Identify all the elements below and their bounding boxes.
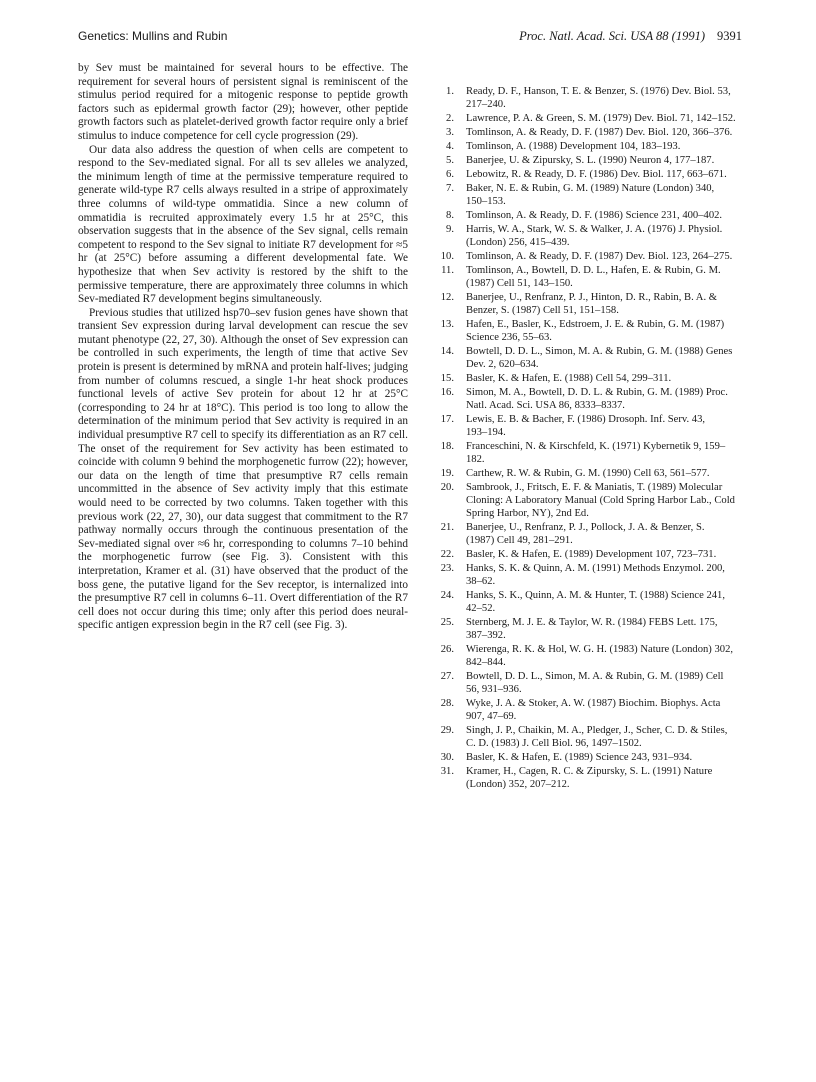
reference-item: [428, 345, 746, 371]
reference-number: 12.: [440, 292, 454, 303]
body-paragraph: Our data also address the question of when cells are competent to respond to the Sev-mediated signal. For all ts sev alleles we analyzed, the minimum length of time at the permissive temperature required to generate wild-type R7 cells always resulted in a stripe of approximately three columns of wild-type ommatidia. Since a new column of ommatidia is recruited approximately every 1.5 hr at 25°C, this observation suggests that in the absence of the Sev signal, cells remain competent to respond to the Sev signal to initiate R7 development for ≈5 hr (at 25°C) before assuming a different developmental fate. We hypothesize that when Sev activity is restored by the shift to the permissive temperature, there are approximately three columns in which Sev-mediated R7 development begins simultaneously.: [78, 143, 408, 306]
body-paragraph: by Sev must be maintained for several hours to be effective. The requirement for several hours of persistent signal is reminiscent of the stimulus period required for a mitogenic response to peptide growth factors such as epidermal growth factor (29); however, other peptide growth factors such as platelet-derived growth factor require only a brief stimulus to induce competence for cell cycle progression (29).: [78, 62, 408, 142]
reference-item: [428, 562, 746, 588]
reference-number: 8.: [446, 210, 454, 221]
reference-item: [428, 467, 746, 480]
section-title: Genetics: Mullins and Rubin: [78, 29, 228, 43]
reference-text: Basler, K. & Hafen, E. (1988) Cell 54, 299–311.: [466, 373, 672, 384]
reference-text: Ready, D. F., Hanson, T. E. & Benzer, S. (1976) Dev. Biol. 53,: [466, 86, 731, 97]
reference-continuation: (London) 256, 415–439.: [466, 237, 570, 248]
reference-text: Carthew, R. W. & Rubin, G. M. (1990) Cell 63, 561–577.: [466, 468, 710, 479]
reference-text: Banerjee, U., Renfranz, P. J., Hinton, D. R., Rabin, B. A. &: [466, 292, 717, 303]
reference-continuation: (London) 352, 207–212.: [466, 779, 570, 790]
reference-continuation: 38–62.: [466, 576, 496, 587]
reference-number: 2.: [446, 113, 454, 124]
reference-item: [428, 724, 746, 750]
reference-number: 20.: [440, 482, 454, 493]
reference-continuation: 217–240.: [466, 99, 506, 110]
reference-item: [428, 140, 746, 153]
reference-continuation: 907, 47–69.: [466, 711, 517, 722]
journal-citation: [519, 29, 742, 44]
reference-continuation: 842–844.: [466, 657, 506, 668]
reference-number: 14.: [440, 346, 454, 357]
reference-text: Lebowitz, R. & Ready, D. F. (1986) Dev. Biol. 117, 663–671.: [466, 169, 727, 180]
reference-text: Tomlinson, A. & Ready, D. F. (1987) Dev. Biol. 123, 264–275.: [466, 251, 733, 262]
reference-number: 23.: [440, 563, 454, 574]
reference-item: [428, 209, 746, 222]
reference-text: Sambrook, J., Fritsch, E. F. & Maniatis, T. (1989) Molecular: [466, 482, 723, 493]
reference-number: 22.: [440, 549, 454, 560]
reference-number: 13.: [440, 319, 454, 330]
reference-item: [428, 548, 746, 561]
reference-continuation: C. D. (1983) J. Cell Biol. 96, 1497–1502.: [466, 738, 642, 749]
reference-text: Wierenga, R. K. & Hol, W. G. H. (1983) Nature (London) 302,: [466, 644, 734, 655]
reference-text: Banerjee, U., Renfranz, P. J., Pollock, J. A. & Benzer, S.: [466, 522, 705, 533]
reference-continuation: Natl. Acad. Sci. USA 86, 8333–8337.: [466, 400, 625, 411]
reference-text: Wyke, J. A. & Stoker, A. W. (1987) Biochim. Biophys. Acta: [466, 698, 721, 709]
body-paragraph: Previous studies that utilized hsp70–sev fusion genes have shown that transient Sev expression during larval development can rescue the sev mutant phenotype (22, 27, 30). Although the onset of Sev expression can be controlled in such experiments, the length of time that active Sev protein is present is determined by mRNA and protein half-lives; judging from number of columns rescued, a single 1-hr heat shock produces functional levels of active Sev protein for about 12 hr at 25°C (corresponding to 24 hr at 18°C). This period is too long to allow the determination of the minimum period that Sev activity is required in an individual presumptive R7 cell to specify its differentiation as an R7 cell. The onset of the requirement for Sev activity has been estimated to coincide with column 9 behind the morphogenetic furrow (22); however, our data on the length of time that presumptive R7 cells remain uncommitted in the absence of Sev activity imply that this estimate would need to be corrected by two columns. Taken together with this previous work (22, 27, 30), our data suggest that commitment to the R7 pathway normally occurs through the continuous presentation of the Sev-mediated signal over ≈6 hr, corresponding to columns 7–10 behind the morphogenetic furrow (see Fig. 3). Consistent with this interpretation, Kramer et al. (31) have observed that the product of the boss gene, the putative ligand for the Sev receptor, is internalized into the presumptive R7 cell in columns 6–11. Overt differentiation of the R7 cell does not occur during this time; only after this period does neural-specific antigen expression begin in the R7 cell (see Fig. 3).: [78, 306, 408, 632]
reference-continuation: (1987) Cell 49, 281–291.: [466, 535, 573, 546]
reference-number: 21.: [440, 522, 454, 533]
reference-text: Hanks, S. K., Quinn, A. M. & Hunter, T. (1988) Science 241,: [466, 590, 725, 601]
reference-list: [428, 85, 746, 791]
reference-continuation: 42–52.: [466, 603, 496, 614]
reference-text: Lewis, E. B. & Bacher, F. (1986) Drosoph. Inf. Serv. 43,: [466, 414, 706, 425]
reference-number: 6.: [446, 169, 454, 180]
reference-text: Basler, K. & Hafen, E. (1989) Science 243, 931–934.: [466, 752, 693, 763]
reference-number: 19.: [440, 468, 454, 479]
reference-item: [428, 318, 746, 344]
reference-item: [428, 481, 746, 520]
reference-number: 17.: [440, 414, 454, 425]
reference-text: Sternberg, M. J. E. & Taylor, W. R. (1984) FEBS Lett. 175,: [466, 617, 718, 628]
reference-item: [428, 372, 746, 385]
reference-text: Bowtell, D. D. L., Simon, M. A. & Rubin, G. M. (1989) Cell: [466, 671, 724, 682]
reference-number: 25.: [440, 617, 454, 628]
reference-number: 31.: [440, 766, 454, 777]
reference-continuation: Dev. 2, 620–634.: [466, 359, 539, 370]
reference-text: Baker, N. E. & Rubin, G. M. (1989) Nature (London) 340,: [466, 183, 715, 194]
reference-item: [428, 386, 746, 412]
reference-item: [428, 85, 746, 111]
reference-text: Banerjee, U. & Zipursky, S. L. (1990) Neuron 4, 177–187.: [466, 155, 715, 166]
reference-item: [428, 250, 746, 263]
reference-number: 10.: [440, 251, 454, 262]
reference-number: 27.: [440, 671, 454, 682]
reference-number: 3.: [446, 127, 454, 138]
page-number: 9391: [717, 29, 742, 43]
reference-item: [428, 413, 746, 439]
reference-number: 26.: [440, 644, 454, 655]
reference-item: [428, 440, 746, 466]
reference-item: [428, 589, 746, 615]
reference-item: [428, 616, 746, 642]
reference-number: 16.: [440, 387, 454, 398]
reference-text: Tomlinson, A., Bowtell, D. D. L., Hafen, E. & Rubin, G. M.: [466, 265, 721, 276]
reference-item: [428, 765, 746, 791]
reference-continuation: 150–153.: [466, 196, 506, 207]
reference-continuation: (1987) Cell 51, 143–150.: [466, 278, 573, 289]
journal-name: Proc. Natl. Acad. Sci. USA 88 (1991): [519, 29, 705, 43]
reference-item: [428, 154, 746, 167]
reference-number: 24.: [440, 590, 454, 601]
reference-item: [428, 751, 746, 764]
reference-continuation: 56, 931–936.: [466, 684, 522, 695]
reference-continuation: 387–392.: [466, 630, 506, 641]
references-column: [428, 85, 746, 792]
reference-item: [428, 521, 746, 547]
reference-text: Basler, K. & Hafen, E. (1989) Development 107, 723–731.: [466, 549, 717, 560]
reference-number: 15.: [440, 373, 454, 384]
reference-text: Franceschini, N. & Kirschfeld, K. (1971) Kybernetik 9, 159–: [466, 441, 726, 452]
reference-text: Tomlinson, A. (1988) Development 104, 183–193.: [466, 141, 681, 152]
reference-number: 4.: [446, 141, 454, 152]
reference-continuation: Science 236, 55–63.: [466, 332, 552, 343]
reference-number: 30.: [440, 752, 454, 763]
reference-text: Singh, J. P., Chaikin, M. A., Pledger, J., Scher, C. D. & Stiles,: [466, 725, 728, 736]
reference-text: Hanks, S. K. & Quinn, A. M. (1991) Methods Enzymol. 200,: [466, 563, 725, 574]
reference-item: [428, 670, 746, 696]
reference-number: 29.: [440, 725, 454, 736]
reference-item: [428, 264, 746, 290]
reference-item: [428, 112, 746, 125]
reference-text: Bowtell, D. D. L., Simon, M. A. & Rubin, G. M. (1988) Genes: [466, 346, 733, 357]
reference-number: 5.: [446, 155, 454, 166]
reference-text: Tomlinson, A. & Ready, D. F. (1987) Dev. Biol. 120, 366–376.: [466, 127, 733, 138]
reference-number: 9.: [446, 224, 454, 235]
body-text-column: [78, 62, 408, 633]
reference-text: Lawrence, P. A. & Green, S. M. (1979) Dev. Biol. 71, 142–152.: [466, 113, 736, 124]
reference-item: [428, 643, 746, 669]
reference-item: [428, 126, 746, 139]
reference-continuation: Cloning: A Laboratory Manual (Cold Spring Harbor Lab., Cold Spring Harbor, NY), 2nd Ed.: [466, 495, 735, 519]
reference-text: Tomlinson, A. & Ready, D. F. (1986) Science 231, 400–402.: [466, 210, 723, 221]
reference-text: Simon, M. A., Bowtell, D. D. L. & Rubin, G. M. (1989) Proc.: [466, 387, 728, 398]
reference-item: [428, 223, 746, 249]
reference-number: 7.: [446, 183, 454, 194]
reference-item: [428, 168, 746, 181]
reference-continuation: 193–194.: [466, 427, 506, 438]
reference-text: Hafen, E., Basler, K., Edstroem, J. E. & Rubin, G. M. (1987): [466, 319, 725, 330]
reference-item: [428, 182, 746, 208]
reference-number: 1.: [446, 86, 454, 97]
reference-continuation: 182.: [466, 454, 485, 465]
reference-continuation: Benzer, S. (1987) Cell 51, 151–158.: [466, 305, 619, 316]
reference-number: 11.: [441, 265, 454, 276]
reference-item: [428, 291, 746, 317]
running-header: [78, 29, 742, 49]
reference-text: Kramer, H., Cagen, R. C. & Zipursky, S. L. (1991) Nature: [466, 766, 713, 777]
reference-number: 18.: [440, 441, 454, 452]
reference-text: Harris, W. A., Stark, W. S. & Walker, J. A. (1976) J. Physiol.: [466, 224, 723, 235]
reference-number: 28.: [440, 698, 454, 709]
reference-item: [428, 697, 746, 723]
